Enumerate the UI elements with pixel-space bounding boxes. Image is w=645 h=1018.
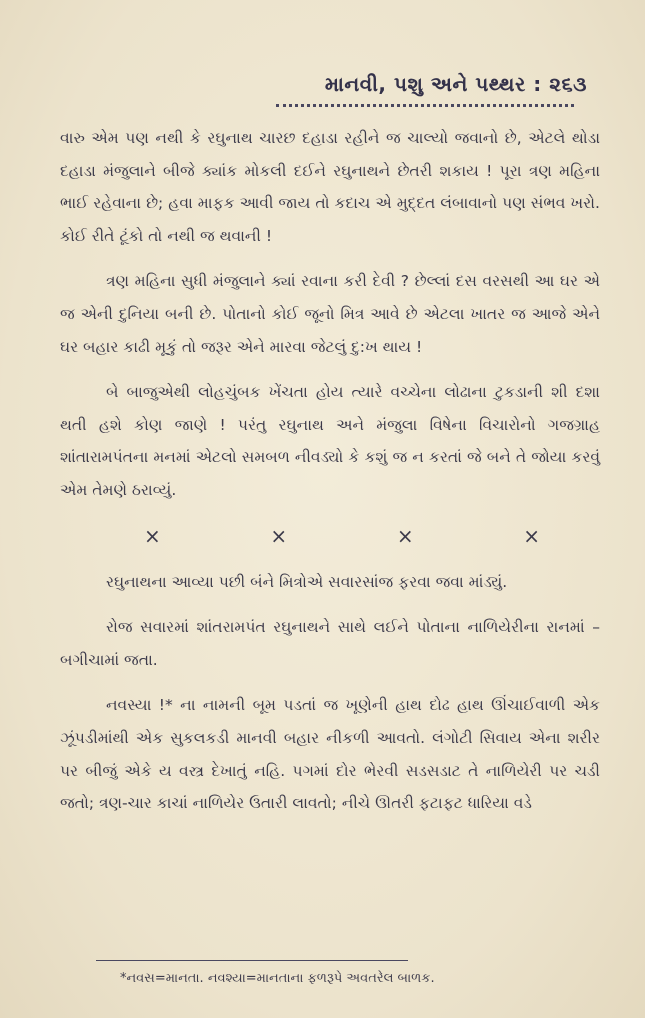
section-separator xyxy=(60,520,600,552)
footnote: *નવસ=માનતા. નવશ્યા=માનતાના ફળરૂપે અવતરેલ બાળક. xyxy=(120,971,435,986)
separator-mark: × xyxy=(144,523,161,548)
paragraph-2: ત્રણ મહિના સુધી મંજુલાને ક્યાં રવાના કરી દેવી ? છેલ્લાં દસ વરસથી આ ઘર એ જ એની દુનિયા બની છે. પોતાનો કોઈ જૂનો મિત્ર આવે છે એટલા ખાતર જ આજે એને ઘર બહાર કાઢી મૂકું તો જરૂર એને મારવા જેટલું દુ:ખ થાય ! xyxy=(60,272,600,356)
separator-mark: × xyxy=(270,523,288,548)
separator-mark: × xyxy=(523,523,540,548)
header-dotted-rule xyxy=(276,104,574,107)
running-head: માનવી, પશુ અને પથ્થર : ૨૬૩ xyxy=(324,72,587,96)
paragraph-5: રોજ સવારમાં શાંતરામપંત રઘુનાથને સાથે લઈને પોતાના નાળિયેરીના રાનમાં – બગીચામાં જતા. xyxy=(60,618,600,669)
paragraph-1: વારુ એમ પણ નથી કે રઘુનાથ ચારછ દહાડા રહીને જ ચાલ્યો જવાનો છે, એટલે થોડા દહાડા મંજુલાને બીજે ક્યાંક મોકલી દઈને રઘુનાથને છેતરી શકાય ! પૂરા ત્રણ મહિના ભાઈ રહેવાના છે; હવા માફક આવી જાય તો કદાચ એ મુદ્દત લંબાવાનો પણ સંભવ ખરો. કોઈ રીતે ટૂંકો તો નથી જ થવાની ! xyxy=(60,129,600,245)
footnote-rule xyxy=(96,960,408,961)
body-text xyxy=(60,122,600,833)
paragraph-4: રઘુનાથના આવ્યા પછી બંને મિત્રોએ સવારસાંજ ફરવા જવા માંડ્યું. xyxy=(106,572,508,591)
paragraph-6: નવસ્યા !* ના નામની બૂમ પડતાં જ ખૂણેની હાથ દોઢ હાથ ઊંચાઈવાળી એક ઝૂંપડીમાંથી એક સુકલકડી માનવી બહાર નીકળી આવતો. લંગોટી સિવાય એના શરીર પર બીજું એકે ય વસ્ત્ર દેખાતું નહિ. પગમાં દોર ભેરવી સડસડાટ તે નાળિયેરી પર ચડી જતો; ત્રણ-ચાર કાચાં નાળિયેર ઉતારી લાવતો; નીચે ઊતરી ફટાફટ ધારિયા વડે xyxy=(60,696,600,813)
separator-mark: × xyxy=(396,523,414,548)
paragraph-3: બે બાજુએથી લોહચુંબક ખેંચતા હોય ત્યારે વચ્ચેના લોઢાના ટુકડાની શી દશા થતી હશે કોણ જાણે ! પરંતુ રઘુનાથ અને મંજુલા વિષેના વિચારોનો ગજગ્રાહ શાંતારામપંતના મનમાં એટલો સમબળ નીવડ્યો કે કશું જ ન કરતાં જે બને તે જોયા કરવું એમ તેમણે ઠરાવ્યું. xyxy=(60,383,600,499)
